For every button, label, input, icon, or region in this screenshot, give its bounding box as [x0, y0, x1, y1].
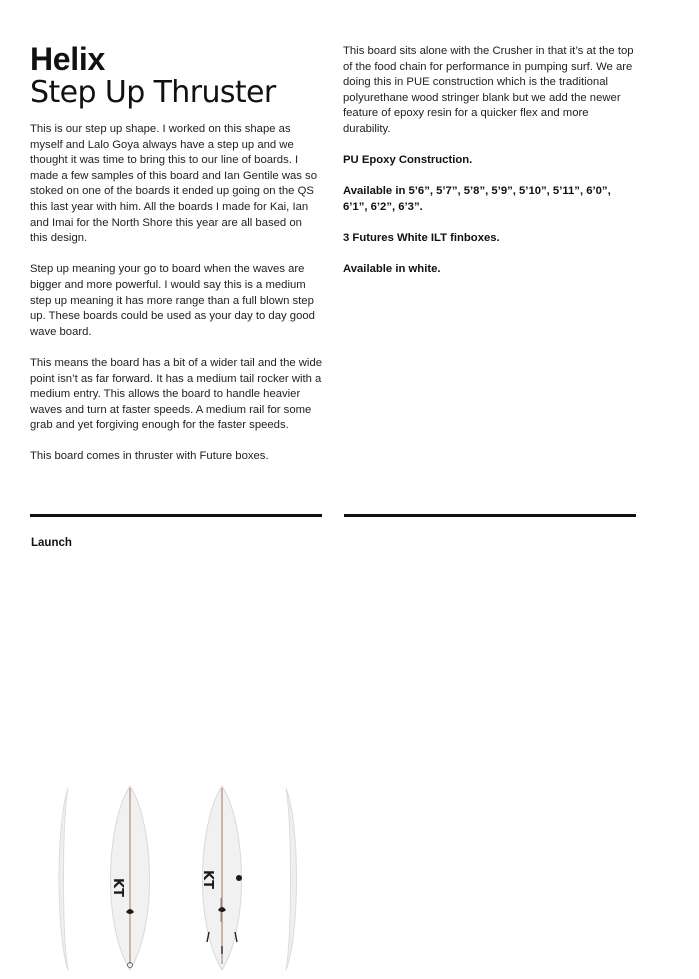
fin-right-icon [235, 932, 237, 942]
board-logo-left: KT [110, 878, 125, 897]
left-column [30, 42, 322, 481]
surfboard-image [50, 784, 310, 974]
construction-type: PU Epoxy Construction. [343, 154, 473, 167]
description-paragraph-4: This board comes in thruster with Future boxes. [30, 450, 269, 463]
available-sizes: Available in 5’6”, 5’7”, 5’8”, 5’9”, 5’10”, 5’11”, 6’0”, 6’1”, 6’2”, 6’3”. [343, 185, 611, 213]
right-column [343, 44, 636, 294]
finbox-info: 3 Futures White ILT finboxes. [343, 232, 500, 245]
board-rail-right [286, 788, 297, 970]
description-paragraph-3: This means the board has a bit of a wider tail and the wide point isn’t as far forward. It has a medium tail rocker with a medium entry. This allows the board to handle heavier waves and turn at faster speeds. A medium rail for some grab and yet forgiving enough for the faster speeds. [30, 356, 323, 432]
fin-left-icon [207, 932, 209, 942]
description-paragraph-2: Step up meaning your go to board when the waves are bigger and more powerful. I would say this is a medium step up meaning it has more range than a full blown step up. These boards could be used as your day to day good wave board. [30, 263, 315, 338]
product-subtitle: Step Up Thruster [30, 75, 276, 110]
board-rail-left [59, 788, 68, 970]
color-availability: Available in white. [343, 263, 441, 276]
brand-emblem-icon [236, 875, 242, 881]
divider-right [344, 514, 636, 517]
product-name: Helix [30, 41, 105, 77]
description-paragraph-1: This is our step up shape. I worked on this shape as myself and Lalo Goya always have a step up and we thought it was time to bring this to our line of boards. I made a few samples of this board and Ian Gentile was so stoked on one of the boards it ended up going on the QS this last year with him. All the boards I made for Kai, Ian and Imai for the North Shore this year are all based on this design. [30, 123, 317, 245]
launch-link[interactable]: Launch [31, 537, 72, 549]
board-logo-right: KT [200, 870, 215, 889]
surfboard-illustration [50, 784, 310, 974]
construction-intro: This board sits alone with the Crusher in that it’s at the top of the food chain for performance in pumping surf. We are doing this in PUE construction which is the traditional polyurethane wood stringer blank but we add the newer feature of epoxy resin for a quicker flex and more durability. [343, 45, 634, 135]
divider-left [30, 514, 322, 517]
